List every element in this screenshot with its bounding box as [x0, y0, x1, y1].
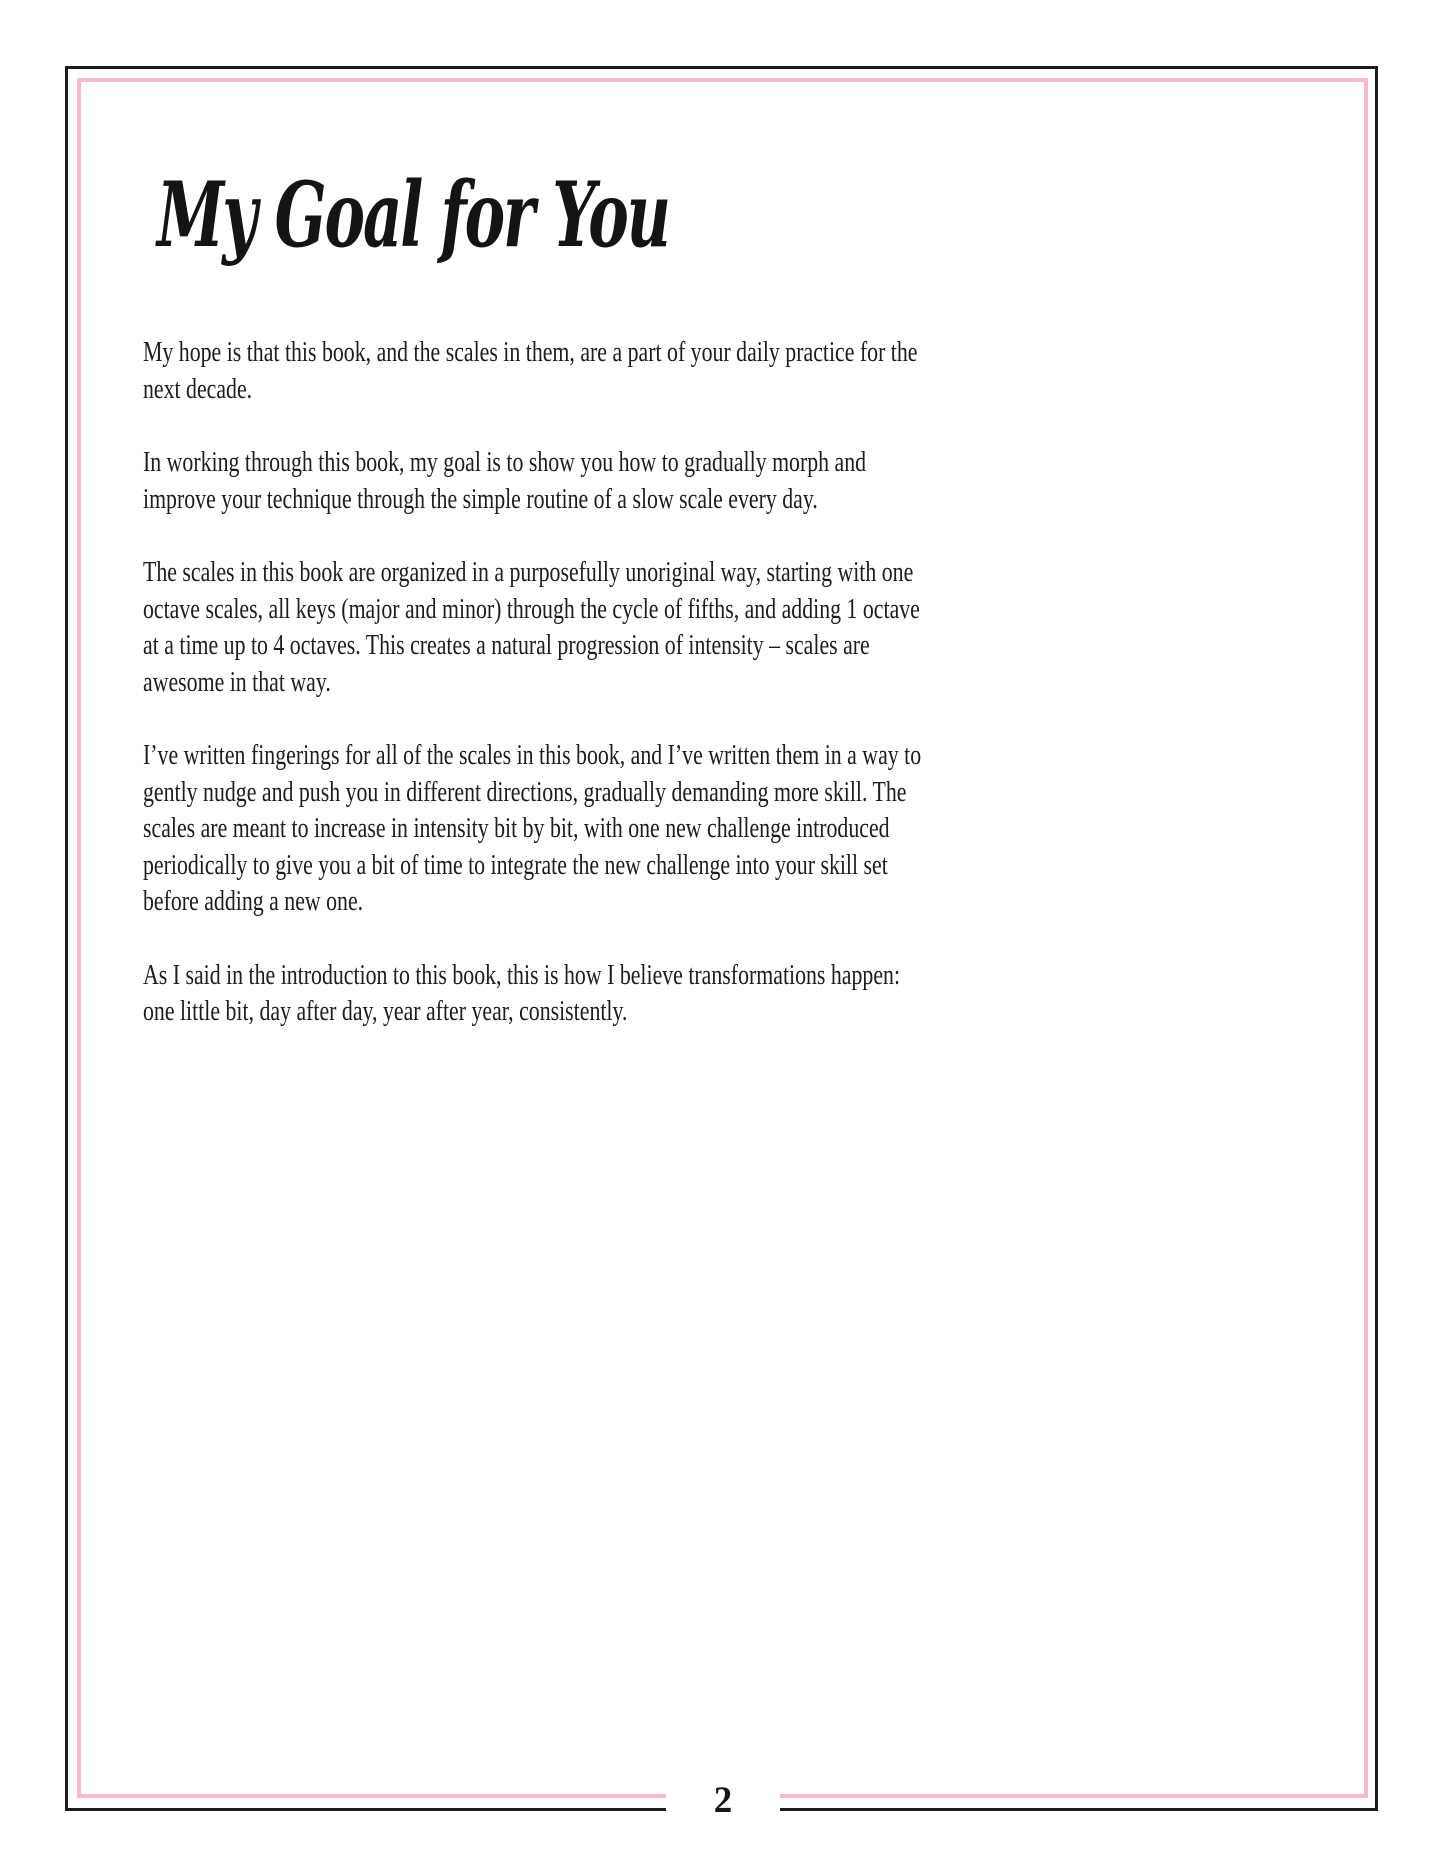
text-line: In working through this book, my goal is to show you how to gradually morph and: [143, 447, 867, 478]
page-title: My Goal for You: [157, 162, 669, 268]
text-line: periodically to give you a bit of time to integrate the new challenge into your skill set: [143, 849, 888, 881]
paragraph: [143, 445, 1323, 518]
text-line: awesome in that way.: [143, 666, 331, 698]
text-line: My hope is that this book, and the scales in them, are a part of your daily practice for the: [143, 337, 918, 368]
text-line: gently nudge and push you in different directions, gradually demanding more skill. The: [143, 776, 907, 808]
text-line: at a time up to 4 octaves. This creates a natural progression of intensity – scales are: [143, 630, 870, 661]
page-number-box: [666, 1778, 780, 1822]
text-line: As I said in the introduction to this book, this is how I believe transformations happen:: [143, 959, 901, 991]
text-line: before adding a new one.: [143, 886, 364, 917]
paragraphs: [143, 335, 1323, 1031]
text-line: one little bit, day after day, year after year, consistently.: [143, 996, 628, 1027]
paragraph: [143, 335, 1323, 408]
text-line: The scales in this book are organized in a purposefully unoriginal way, starting with one: [143, 557, 914, 588]
paragraph: [143, 958, 1323, 1031]
text-line: I’ve written fingerings for all of the scales in this book, and I’ve written them in a way to: [143, 740, 922, 771]
paragraph: [143, 555, 1323, 701]
page-content: [143, 150, 1323, 1031]
text-line: improve your technique through the simple routine of a slow scale every day.: [143, 483, 818, 515]
text-line: octave scales, all keys (major and minor) through the cycle of fifths, and adding 1 octave: [143, 593, 920, 625]
page-number: 2: [713, 1779, 733, 1821]
text-line: scales are meant to increase in intensity bit by bit, with one new challenge introduced: [143, 813, 890, 844]
text-line: next decade.: [143, 373, 253, 405]
paragraph: [143, 738, 1323, 921]
